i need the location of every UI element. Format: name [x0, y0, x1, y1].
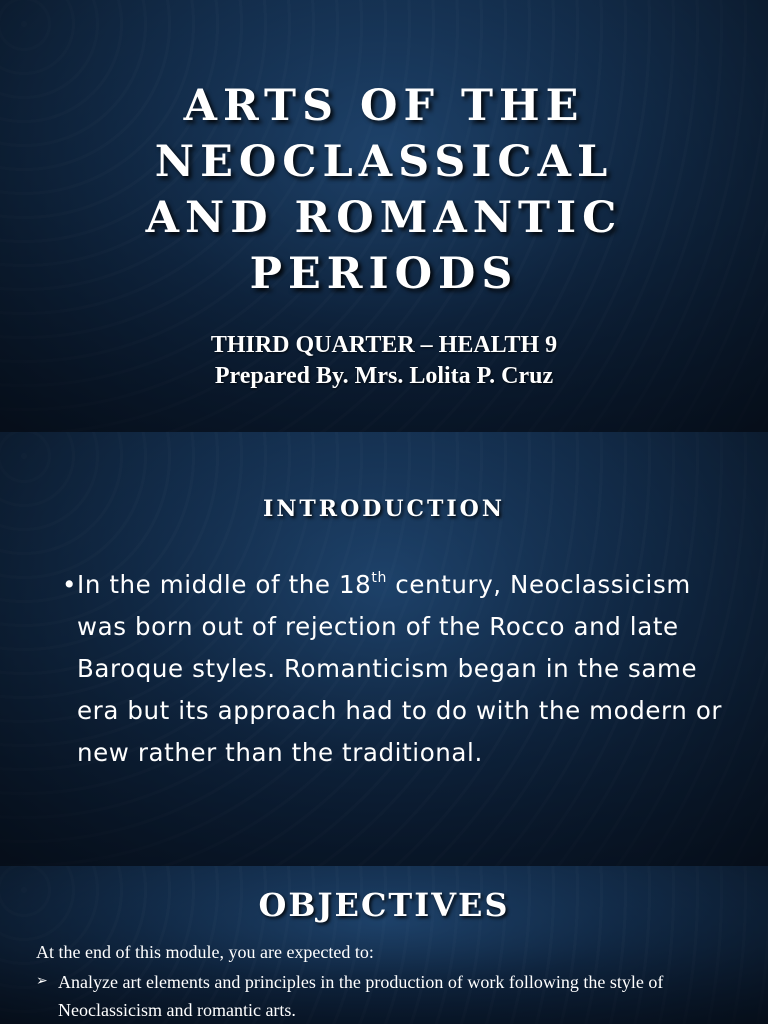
introduction-slide: [0, 432, 768, 866]
introduction-heading: INTRODUCTION: [263, 496, 505, 522]
arrow-bullet-icon: ➢: [36, 974, 48, 989]
objectives-intro: At the end of this module, you are expected to:: [36, 942, 374, 962]
objectives-slide: [0, 866, 768, 1024]
title-slide: [0, 0, 768, 432]
objectives-list: [36, 968, 736, 1024]
title-line-3: AND ROMANTIC: [145, 193, 623, 243]
introduction-text-start: In the middle of the 18: [77, 570, 372, 599]
title-line-2: NEOCLASSICAL: [154, 137, 614, 187]
slide-title: [0, 78, 768, 302]
introduction-bullet: [62, 564, 727, 774]
subtitle-author: Prepared By. Mrs. Lolita P. Cruz: [214, 363, 554, 389]
title-line-1: ARTS OF THE: [183, 81, 585, 131]
introduction-text-rest: century, Neoclassicism was born out of rejection of the Rocco and late Baroque styles. Romanticism began in the same era but its approach had to do with the modern or new rather than the traditional.: [77, 570, 723, 767]
introduction-text-superscript: th: [371, 570, 387, 586]
list-item: [36, 968, 736, 1024]
bullet-icon: •: [62, 570, 78, 599]
slide-subtitle: [0, 330, 768, 392]
objective-text: Analyze art elements and principles in the production of work following the style of Neoclassicism and romantic arts.: [58, 972, 664, 1020]
objectives-heading: OBJECTIVES: [258, 886, 510, 924]
subtitle-quarter: THIRD QUARTER – HEALTH 9: [210, 332, 558, 358]
title-line-4: PERIODS: [249, 249, 519, 299]
